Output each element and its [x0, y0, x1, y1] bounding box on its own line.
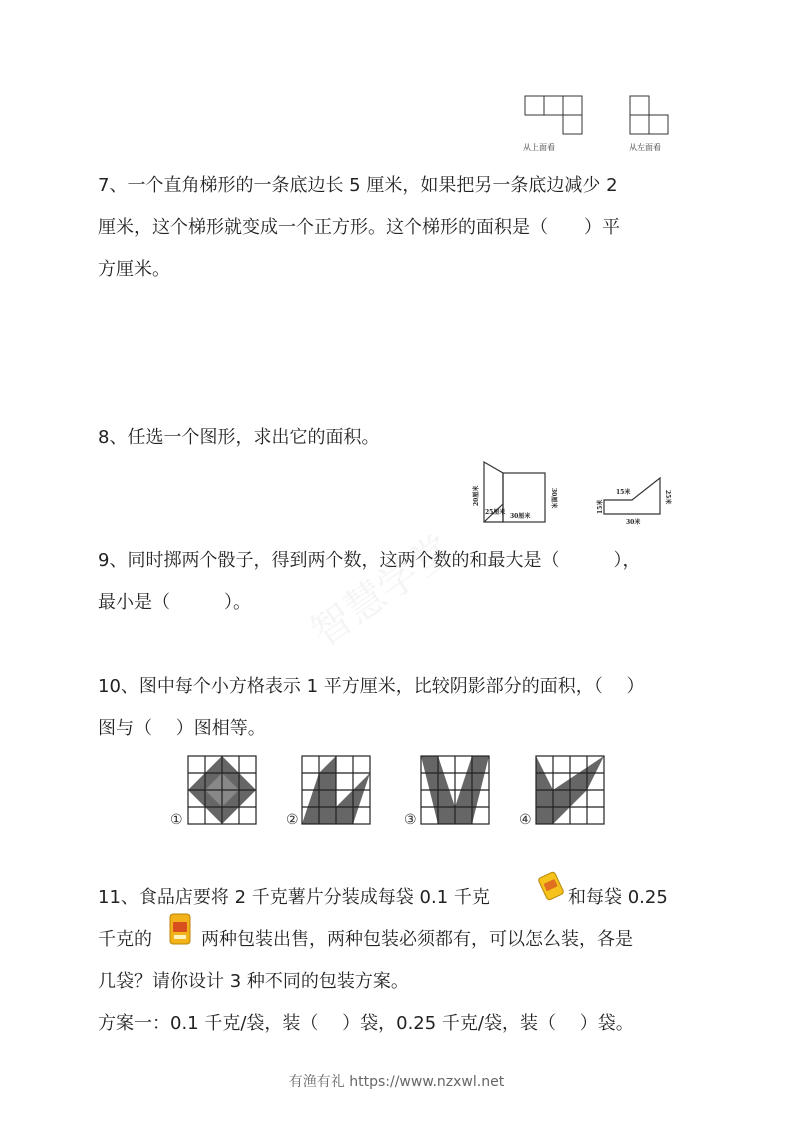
q11-line1a: 11、食品店要将 2 千克薯片分装成每袋 0.1 千克 — [98, 887, 490, 908]
watermark: 智慧学堂 — [303, 526, 461, 657]
grid-label-4: ④ — [519, 812, 532, 828]
q11-line4: 方案一：0.1 千克/袋，装（ ）袋，0.25 千克/袋，装（ ）袋。 — [98, 1013, 634, 1034]
left-view-label: 从左面看 — [629, 143, 661, 152]
top-view-label: 从上面看 — [523, 143, 555, 152]
q9-line2: 最小是（ ）。 — [98, 592, 251, 613]
fig1-bottom-label: 30厘米 — [510, 513, 531, 520]
q11-line2a: 千克的 — [98, 929, 152, 950]
grid-2 — [302, 756, 370, 824]
q10-line1: 10、图中每个小方格表示 1 平方厘米，比较阴影部分的面积，（ ） — [98, 676, 645, 697]
fig2-left-label: 15米 — [597, 499, 604, 514]
pentagon-shape — [604, 478, 660, 514]
q11-line3: 几袋？请你设计 3 种不同的包装方案。 — [98, 971, 409, 992]
q7-line2: 厘米，这个梯形就变成一个正方形。这个梯形的面积是（ ）平 — [98, 217, 620, 238]
grid-4 — [536, 756, 604, 824]
q11-line1b: 和每袋 0.25 — [568, 887, 668, 908]
fig1-left-label: 20厘米 — [473, 485, 480, 506]
q10-line2: 图与（ ）图相等。 — [98, 718, 266, 739]
q7-line1: 7、一个直角梯形的一条底边长 5 厘米，如果把另一条底边减少 2 — [98, 175, 618, 196]
view-cell — [630, 96, 649, 115]
grid-label-3: ③ — [404, 812, 417, 828]
grid-label-2: ② — [286, 812, 299, 828]
fig2-right-label: 25米 — [664, 490, 671, 505]
q11-line2b: 两种包装出售，两种包装必须都有，可以怎么装，各是 — [201, 929, 633, 950]
grid-3 — [421, 756, 489, 824]
q8-figure-2 — [596, 470, 676, 530]
three-view-figure — [520, 92, 680, 138]
view-cell — [563, 115, 582, 134]
fig1-right-label: 30厘米 — [550, 488, 557, 509]
q7-line3: 方厘米。 — [98, 259, 170, 280]
grid-label-1: ① — [170, 812, 183, 828]
large-chip-bag-icon — [166, 912, 194, 946]
page-footer: 有渔有礼 https://www.nzxwl.net — [288, 1074, 505, 1090]
fig1-mid-label: 25厘米 — [485, 509, 506, 516]
view-cell — [563, 96, 582, 115]
q9-line1: 9、同时掷两个骰子，得到两个数，这两个数的和最大是（ ）， — [98, 550, 641, 571]
q8-figure-1 — [470, 458, 570, 528]
view-cell — [525, 96, 544, 115]
grid-1 — [188, 756, 256, 824]
small-chip-bag-icon — [536, 870, 566, 902]
q10-grids — [166, 752, 686, 830]
view-cell — [544, 96, 563, 115]
fig2-top-label: 15米 — [616, 489, 631, 496]
q8-line1: 8、任选一个图形，求出它的面积。 — [98, 427, 380, 448]
fig2-bottom-label: 30米 — [626, 519, 641, 526]
view-cell — [649, 115, 668, 134]
view-cell — [630, 115, 649, 134]
